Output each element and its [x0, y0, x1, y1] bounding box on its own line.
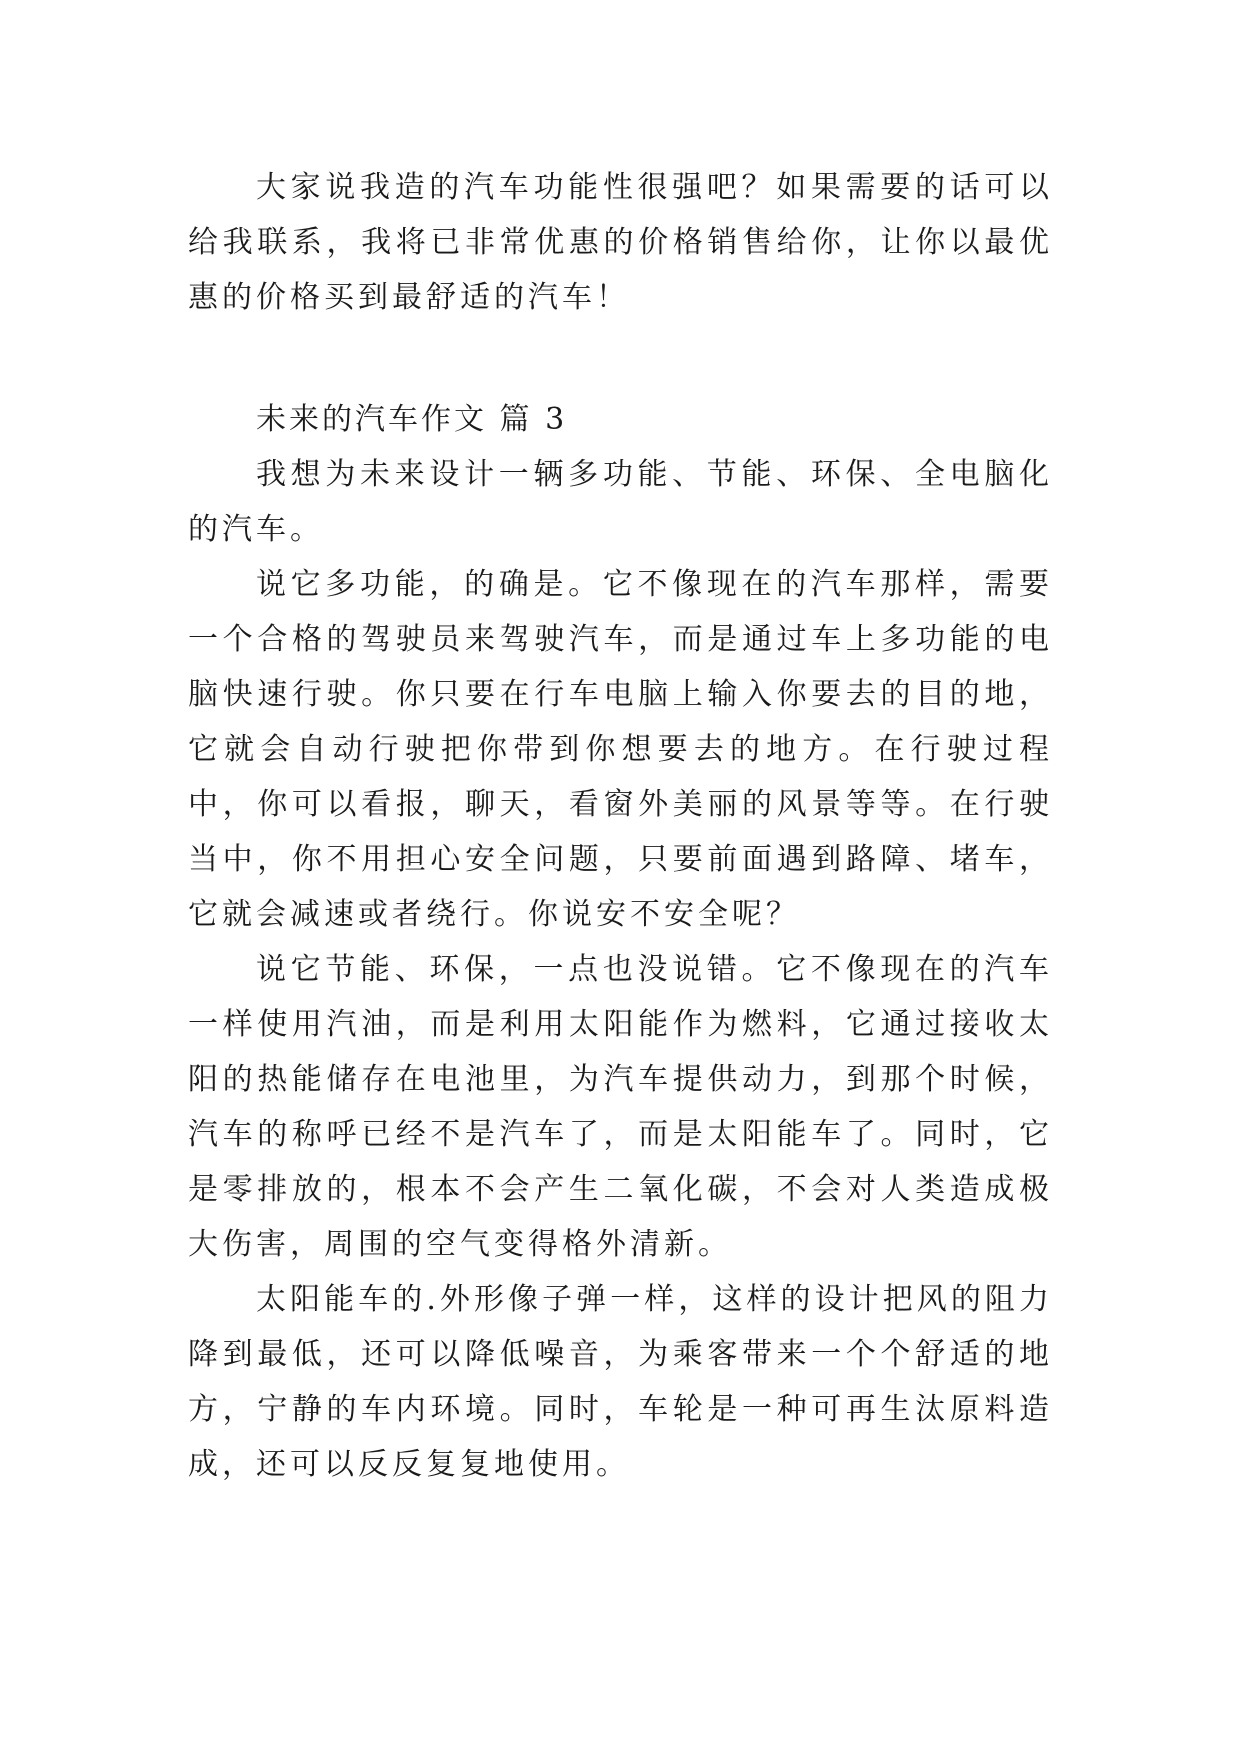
paragraph-4: 说它节能、环保，一点也没说错。它不像现在的汽车一样使用汽油，而是利用太阳能作为燃料，它通过接收太阳的热能储存在电池里，为汽车提供动力，到那个时候，汽车的称呼已经不是汽车了，而是太阳能车了。同时，它是零排放的，根本不会产生二氧化碳，不会对人类造成极大伤害，周围的空气变得格外清新。: [188, 952, 1053, 1262]
text-block-top: [188, 160, 1053, 325]
paragraph-2: 我想为未来设计一辆多功能、节能、环保、全电脑化的汽车。: [188, 457, 1053, 547]
text-block-main: [188, 447, 1053, 1492]
paragraph-5: 太阳能车的.外形像子弹一样，这样的设计把风的阻力降到最低，还可以降低噪音，为乘客带来一个个舒适的地方，宁静的车内环境。同时，车轮是一种可再生汰原料造成，还可以反反复复地使用。: [188, 1282, 1053, 1482]
paragraph-1: 大家说我造的汽车功能性很强吧？如果需要的话可以给我联系，我将已非常优惠的价格销售给你，让你以最优惠的价格买到最舒适的汽车！: [188, 170, 1053, 315]
section-heading: 未来的汽车作文 篇 3: [256, 402, 568, 437]
paragraph-3: 说它多功能，的确是。它不像现在的汽车那样，需要一个合格的驾驶员来驾驶汽车，而是通过车上多功能的电脑快速行驶。你只要在行车电脑上输入你要去的目的地，它就会自动行驶把你带到你想要去的地方。在行驶过程中，你可以看报，聊天，看窗外美丽的风景等等。在行驶当中，你不用担心安全问题，只要前面遇到路障、堵车，它就会减速或者绕行。你说安不安全呢？: [188, 567, 1053, 932]
